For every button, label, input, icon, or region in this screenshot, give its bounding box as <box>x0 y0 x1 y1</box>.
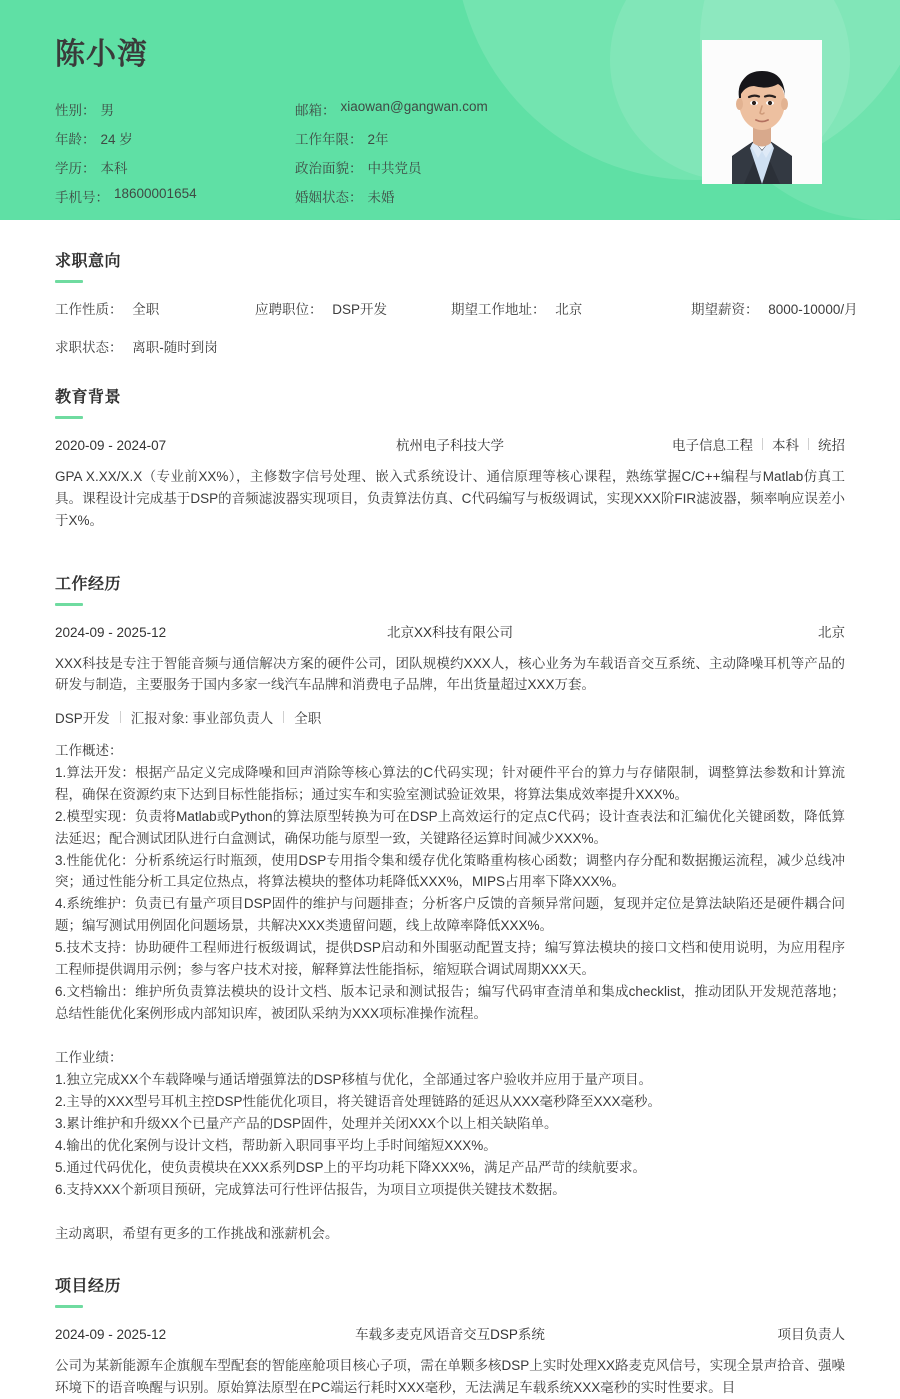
header-field-marital-status <box>295 186 900 206</box>
work-achievement-item: 2.主导的XXX型号耳机主控DSP性能优化项目，将关键语音处理链路的延迟从XXX毫秒降至XXX毫秒。 <box>55 1094 662 1110</box>
work-report-to: 汇报对象: 事业部负责人 <box>130 711 274 727</box>
field-value: DSP开发 <box>332 302 388 317</box>
field-label: 政治面貌： <box>295 161 363 176</box>
work-achievement-item: 3.累计维护和升级XX个已量产产品的DSP固件，处理并关闭XXX个以上相关缺陷单。 <box>55 1116 558 1132</box>
field-label: 应聘职位： <box>255 302 323 317</box>
education-school: 杭州电子科技大学 <box>395 438 504 453</box>
field-value: 全职 <box>132 302 160 317</box>
header-field-gender <box>55 99 295 119</box>
section-accent-rule <box>55 280 83 283</box>
field-label: 期望薪资： <box>691 302 759 317</box>
intent-spacer-c <box>691 336 858 356</box>
work-overview-item: 1.算法开发：根据产品定义完成降噪和回声消除等核心算法的C代码实现；针对硬件平台的算力与存储限制，调整算法参数和计算流程，确保在资源约束下达到目标性能指标；通过实车和实验室测试验证效果，将算法集成效率提升XXX%。 <box>55 765 845 803</box>
field-label: 工作性质： <box>55 302 123 317</box>
work-overview-item: 4.系统维护：负责已有量产项目DSP固件的维护与问题排查；分析客户反馈的音频异常问题，复现并定位是算法缺陷还是硬件耦合问题；编写测试用例固化问题场景，共解决XXX类遗留问题，线上故障率降低XXX%。 <box>55 896 845 934</box>
header-field-degree <box>55 157 295 177</box>
work-overview-item: 3.性能优化：分析系统运行时瓶颈，使用DSP专用指令集和缓存优化策略重构核心函数；调整内存分配和数据搬运流程，减少总线冲突；通过性能分析工具定位热点，将算法模块的整体功耗降低XXX%，MIPS占用率下降XXX%。 <box>55 852 845 890</box>
field-value: 2年 <box>367 132 389 147</box>
work-date: 2024-09 - 2025-12 <box>55 624 167 640</box>
work-achievement-item: 5.通过代码优化，使负责模块在XXX系列DSP上的平均功耗下降XXX%，满足产品严苛的续航要求。 <box>55 1159 647 1175</box>
work-achievement-item: 1.独立完成XX个车载降噪与通话增强算法的DSP移植与优化，全部通过客户验收并应用于量产项目。 <box>55 1072 653 1088</box>
field-label: 手机号： <box>55 190 109 205</box>
field-value: 北京 <box>555 302 583 317</box>
project-description: 公司为某新能源车企旗舰车型配套的智能座舱项目核心子项，需在单颗多核DSP上实时处理XX路麦克风信号，实现全景声拾音、强噪环境下的语音唤醒与识别。原始算法原型在PC端运行耗时XXX毫秒，无法满足车载系统XXX毫秒的实时性要求。目 <box>55 1358 845 1396</box>
work-achievement-label: 工作业绩： <box>55 1050 123 1066</box>
work-block-spacer <box>55 1035 845 1047</box>
work-achievement-item: 6.支持XXX个新项目预研，完成算法可行性评估报告，为项目立项提供关键技术数据。 <box>55 1181 566 1197</box>
field-value: 24 岁 <box>100 132 133 147</box>
work-company: 北京XX科技有限公司 <box>386 624 513 640</box>
work-achievement-item: 4.输出的优化案例与设计文档，帮助新入职同事平均上手时间缩短XXX%。 <box>55 1137 497 1153</box>
project-date: 2024-09 - 2025-12 <box>55 1327 167 1343</box>
field-value: xiaowan@gangwan.com <box>340 99 488 114</box>
intent-field-status <box>55 336 255 356</box>
work-overview-item: 2.模型实现：负责将Matlab或Python的算法原型转换为可在DSP上高效运行的定点C代码；设计查表法和汇编优化关键函数，降低算法延迟；配合测试团队进行白盒测试，确保功能与原型一致，关键路径运算时间减少XXX%。 <box>55 808 845 846</box>
company-introduction: XXX科技是专注于智能音频与通信解决方案的硬件公司，团队规模约XXX人，核心业务为车载语音交互系统、主动降噪耳机等产品的研发与制造，主要服务于国内多家一线汽车品牌和消费电子品牌，年出货量超过XXX万套。 <box>55 655 845 693</box>
header-field-age <box>55 128 295 148</box>
project-role: 项目负责人 <box>777 1327 845 1343</box>
field-value: 未婚 <box>367 190 395 205</box>
intent-field-location <box>451 298 691 318</box>
section-work-experience <box>55 543 845 1246</box>
intent-field-position <box>255 298 451 318</box>
field-label: 年龄： <box>55 132 96 147</box>
work-overview-block <box>55 740 845 1024</box>
project-name: 车载多麦克风语音交互DSP系统 <box>355 1327 545 1343</box>
section-title: 项目经历 <box>55 1278 122 1296</box>
intent-spacer-a <box>255 336 451 356</box>
intent-spacer-b <box>451 336 691 356</box>
field-value: 18600001654 <box>114 186 197 201</box>
work-employment-type: 全职 <box>294 711 322 727</box>
candidate-name: 陈小湾 <box>55 38 148 71</box>
resume-header <box>0 0 900 220</box>
section-education <box>55 356 845 532</box>
section-title: 工作经历 <box>55 575 122 593</box>
work-overview-item: 5.技术支持：协助硬件工程师进行板级调试，提供DSP启动和外围驱动配置支持；编写算法模块的接口文档和使用说明，为应用程序工程师提供调用示例；参与客户技术对接，解释算法性能指标，缩短联合调试周期XXX天。 <box>55 940 845 977</box>
field-label: 婚姻状态： <box>295 190 363 205</box>
work-role-tags <box>55 707 845 727</box>
project-entry-header <box>55 1323 845 1343</box>
education-degree: 本科 <box>771 438 799 453</box>
work-overview-label: 工作概述： <box>55 743 123 759</box>
header-field-phone <box>55 186 295 206</box>
field-label: 工作年限： <box>295 132 363 147</box>
education-major: 电子信息工程 <box>671 438 753 453</box>
field-value: 本科 <box>100 161 128 176</box>
education-tags <box>584 434 845 454</box>
work-achievement-block <box>55 1047 845 1200</box>
field-label: 性别： <box>55 103 96 118</box>
field-value: 8000-10000/月 <box>768 302 858 317</box>
education-admission-type: 统招 <box>817 438 845 453</box>
field-label: 邮箱： <box>295 103 336 118</box>
field-value: 中共党员 <box>367 161 422 176</box>
education-date: 2020-09 - 2024-07 <box>55 438 167 453</box>
section-title: 教育背景 <box>55 389 122 406</box>
work-block-spacer <box>55 1211 845 1223</box>
work-overview-item: 6.文档输出：维护所负责算法模块的设计文档、版本记录和测试报告；编写代码审查清单和集成checklist，推动团队开发规范落地；总结性能优化案例形成内部知识库，被团队采纳为XXX项标准操作流程。 <box>55 983 845 1021</box>
field-label: 期望工作地址： <box>451 302 546 317</box>
section-project-experience <box>55 1245 845 1399</box>
section-accent-rule <box>55 603 83 606</box>
candidate-photo <box>702 40 822 184</box>
section-accent-rule <box>55 1305 83 1308</box>
section-accent-rule <box>55 416 83 419</box>
section-job-intention <box>55 220 858 356</box>
education-description: GPA X.XX/X.X（专业前XX%），主修数字信号处理、嵌入式系统设计、通信原理等核心课程，熟练掌握C/C++编程与Matlab仿真工具。课程设计完成基于DSP的音频滤波器实现项目，负责算法仿真、C代码编写与板级调试，实现XXX阶FIR滤波器，频率响应误差小于X%。 <box>55 469 845 528</box>
section-title: 求职意向 <box>55 253 122 270</box>
work-role: DSP开发 <box>55 711 110 727</box>
job-intention-grid <box>55 298 858 356</box>
intent-field-salary <box>691 298 858 318</box>
field-value: 离职-随时到岗 <box>132 340 218 355</box>
field-label: 求职状态： <box>55 340 123 355</box>
work-leave-reason: 主动离职，希望有更多的工作挑战和涨薪机会。 <box>55 1226 339 1242</box>
work-location: 北京 <box>817 624 845 640</box>
work-entry-header <box>55 621 845 641</box>
field-label: 学历： <box>55 161 96 176</box>
education-entry-header <box>55 434 845 454</box>
field-value: 男 <box>100 103 114 118</box>
intent-field-job-type <box>55 298 255 318</box>
